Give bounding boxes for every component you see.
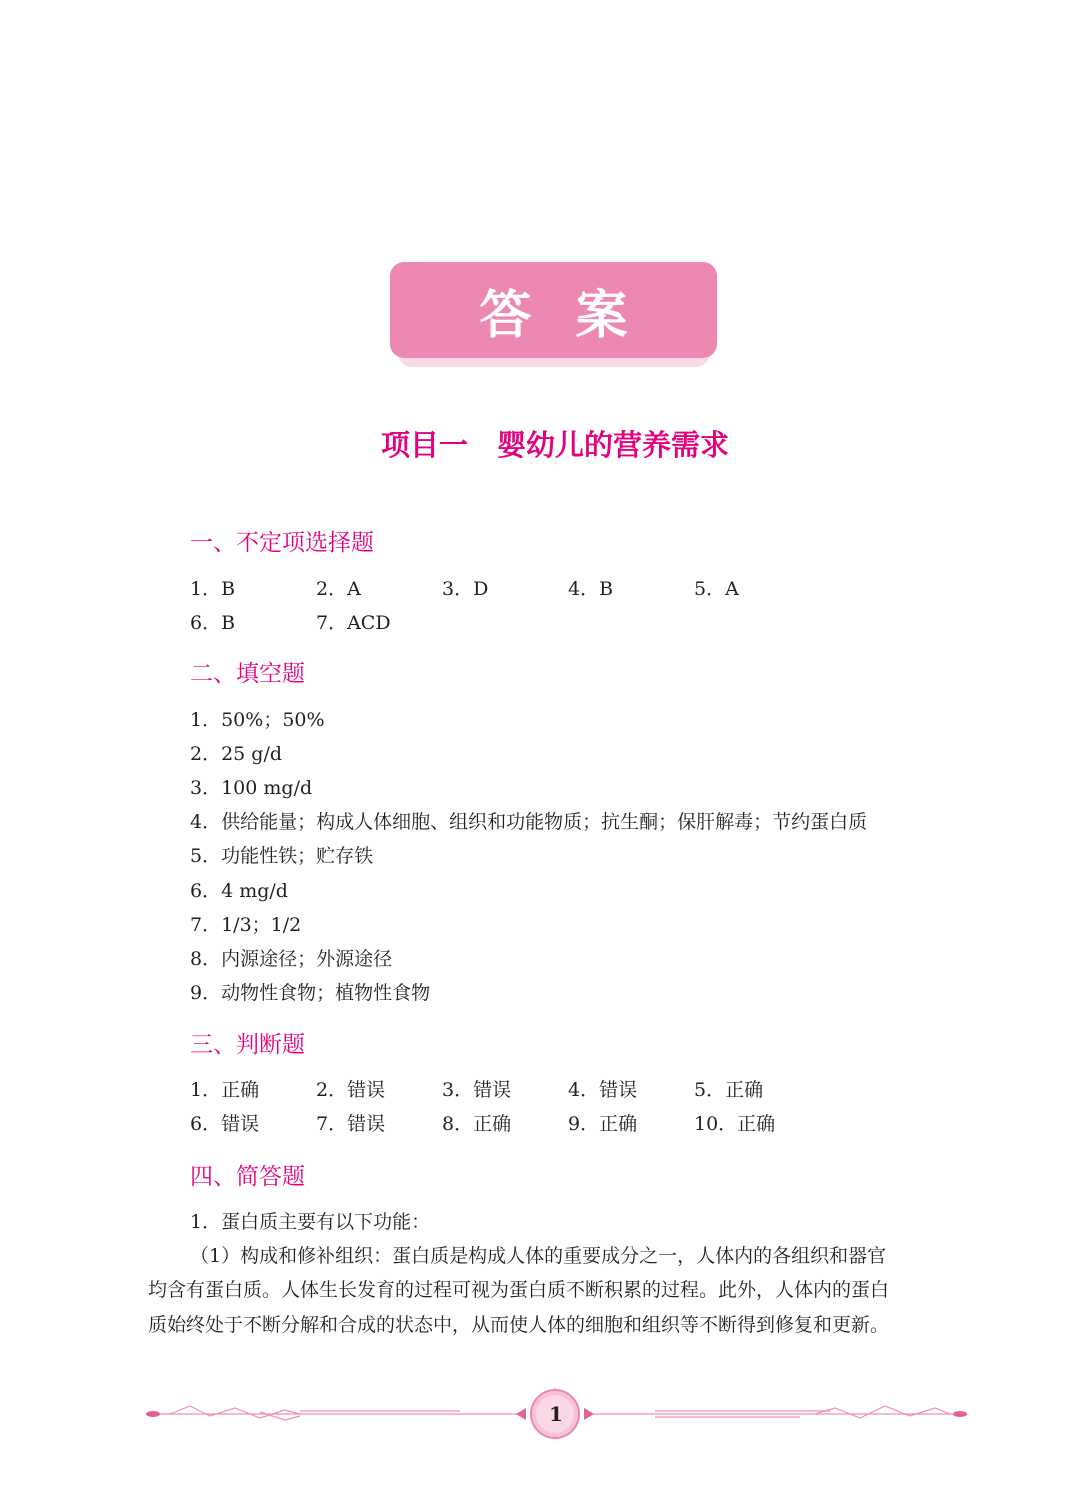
answer-item: 4．B <box>568 578 614 600</box>
answer-item: 4．错误 <box>568 1079 638 1101</box>
answer-item: 6．错误 <box>190 1113 260 1135</box>
answer-item: 3．D <box>442 578 489 600</box>
answer-item: 5．功能性铁；贮存铁 <box>190 845 374 867</box>
answer-item: 8．内源途径；外源途径 <box>190 948 393 970</box>
answer-item: 1．B <box>190 578 236 600</box>
page-number: 1 <box>549 1402 563 1426</box>
answer-item: 9．正确 <box>568 1113 638 1135</box>
answer-item: 10．正确 <box>694 1113 776 1135</box>
answer-item: 4．供给能量；构成人体细胞、组织和功能物质；抗生酮；保肝解毒；节约蛋白质 <box>190 811 868 833</box>
answer-item: 7．1/3；1/2 <box>190 914 302 936</box>
section-heading-multiple-choice: 一、不定项选择题 <box>190 530 374 556</box>
answer-banner <box>390 262 717 358</box>
project-title: 项目一 婴幼儿的营养需求 <box>380 428 729 462</box>
answer-item: 3．100 mg/d <box>190 777 313 799</box>
answer-item: 2．25 g/d <box>190 743 283 765</box>
answer-item: 2．错误 <box>316 1079 386 1101</box>
section-heading-short-answer: 四、简答题 <box>190 1164 305 1190</box>
answer-item: 6．4 mg/d <box>190 880 288 902</box>
answer-intro: 1．蛋白质主要有以下功能： <box>190 1211 431 1233</box>
answer-item: 1．50%；50% <box>190 709 325 731</box>
paragraph-line: （1）构成和修补组织：蛋白质是构成人体的重要成分之一，人体内的各组织和器官 <box>190 1245 887 1267</box>
answer-item: 6．B <box>190 612 236 634</box>
answer-item: 5．A <box>694 578 739 600</box>
answer-item: 7．ACD <box>316 612 391 634</box>
answer-item: 7．错误 <box>316 1113 386 1135</box>
paragraph-line: 质始终处于不断分解和合成的状态中，从而使人体的细胞和组织等不断得到修复和更新。 <box>148 1314 890 1336</box>
section-heading-fill-in-blank: 二、填空题 <box>190 661 305 687</box>
answer-item: 8．正确 <box>442 1113 512 1135</box>
answer-item: 9．动物性食物；植物性食物 <box>190 982 431 1004</box>
answer-item: 5．正确 <box>694 1079 764 1101</box>
section-heading-true-false: 三、判断题 <box>190 1032 305 1058</box>
answer-item: 3．错误 <box>442 1079 512 1101</box>
answer-item: 1．正确 <box>190 1079 260 1101</box>
banner-title: 答案 <box>479 285 672 346</box>
paragraph-line: 均含有蛋白质。人体生长发育的过程可视为蛋白质不断积累的过程。此外，人体内的蛋白 <box>148 1279 890 1301</box>
answer-item: 2．A <box>316 578 361 600</box>
